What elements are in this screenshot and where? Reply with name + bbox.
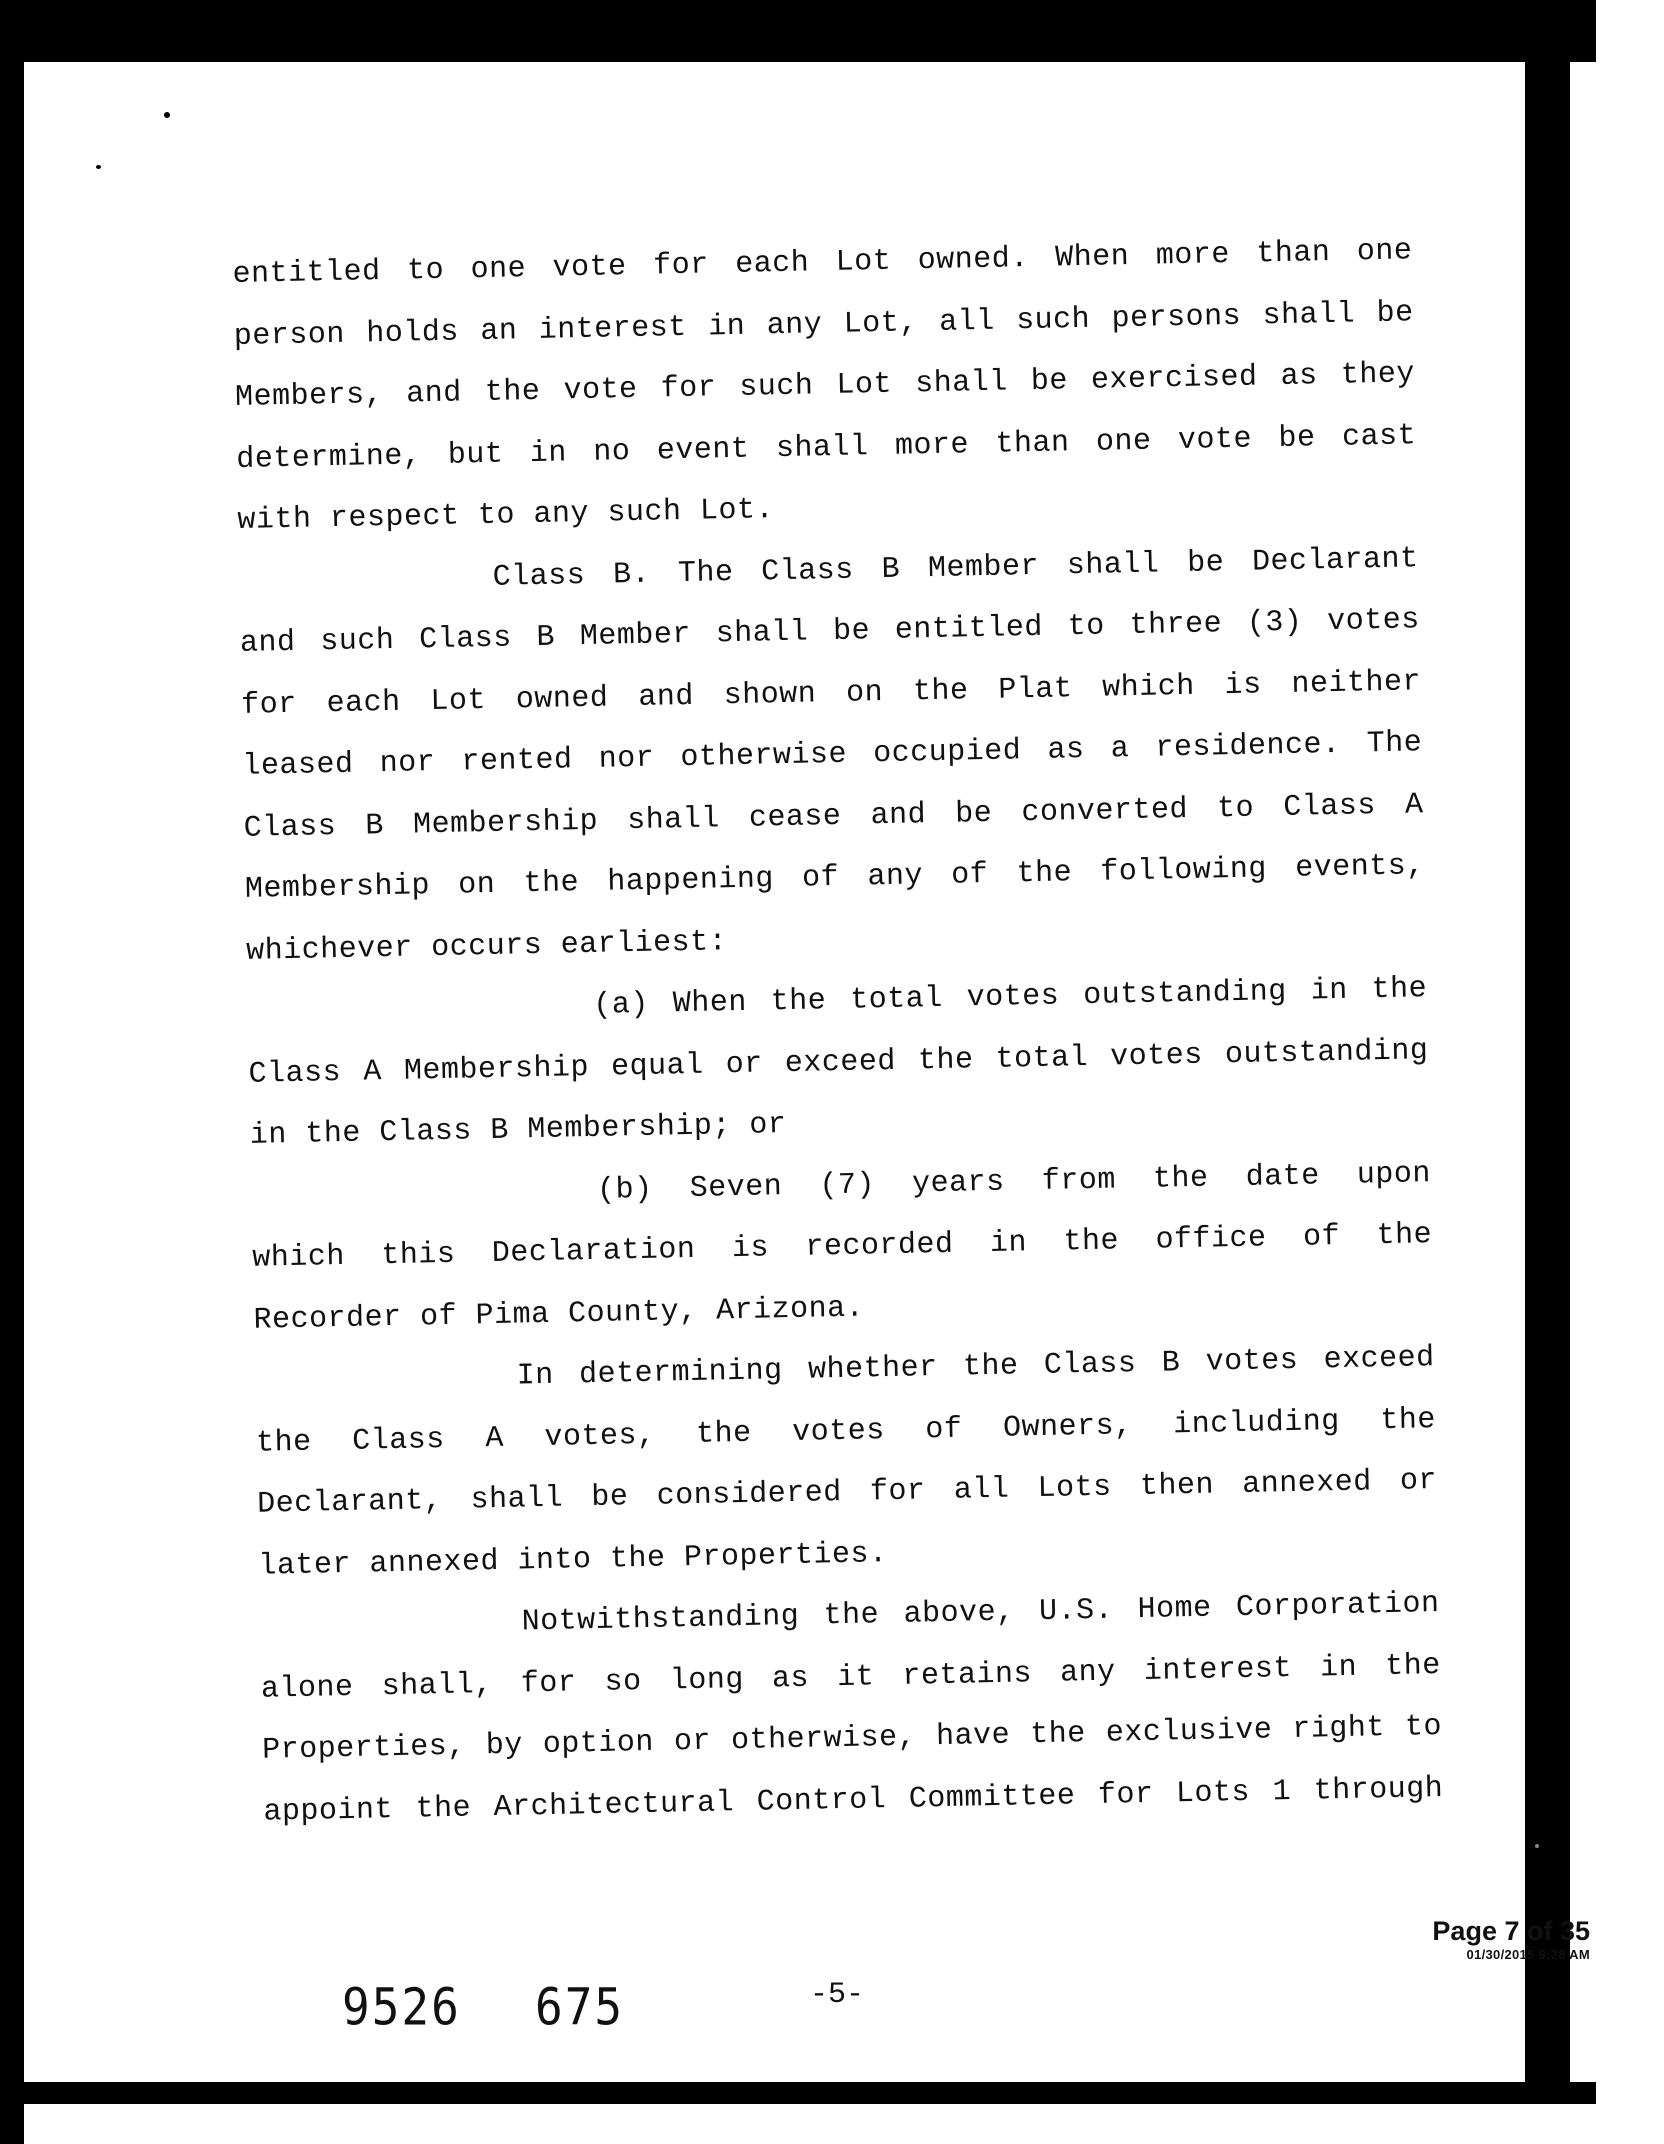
- text-line: Declarant, shall be considered for all Lots then annexed or: [256, 1464, 1438, 1522]
- text-line: whichever occurs earliest:: [245, 924, 728, 969]
- text-line: Class A Membership equal or exceed the total votes outstanding: [248, 1033, 1429, 1092]
- text-line: alone shall, for so long as it retains any interest in the: [260, 1648, 1442, 1707]
- text-line: and such Class B Member shall be entitled to three (3) votes: [239, 603, 1421, 661]
- text-line: later annexed into the Properties.: [258, 1536, 888, 1584]
- text-line: Members, and the vote for such Lot shall be exercised as they: [234, 357, 1416, 415]
- scan-speck: [1535, 1844, 1539, 1848]
- stamp-timestamp: 01/30/2015 9:28 AM: [1466, 1947, 1590, 1962]
- scan-border-bottom: [0, 2082, 1596, 2104]
- text-line: person holds an interest in any Lot, all such persons shall be: [233, 295, 1414, 354]
- text-line: Notwithstanding the above, U.S. Home Corporation: [521, 1587, 1440, 1640]
- scan-speck: [164, 112, 170, 118]
- text-line: appoint the Architectural Control Committee for Lots 1 through: [263, 1771, 1444, 1830]
- text-line: determine, but in no event shall more than one vote be cast: [235, 418, 1417, 477]
- text-line: for each Lot owned and shown on the Plat which is neither: [240, 664, 1422, 723]
- recording-book-number: 9526: [342, 1977, 461, 2037]
- text-line: entitled to one vote for each Lot owned. When more than one: [232, 234, 1413, 292]
- text-line: with respect to any such Lot.: [237, 493, 775, 538]
- text-line: in the Class B Membership; or: [249, 1108, 787, 1153]
- scan-border-right: [1525, 14, 1570, 2084]
- text-line: Recorder of Pima County, Arizona.: [253, 1291, 865, 1338]
- document-body: [232, 221, 1444, 1843]
- scan-border-left: [0, 0, 24, 2144]
- text-line: which this Declaration is recorded in the office of the: [252, 1218, 1433, 1276]
- page-number: -5-: [810, 1978, 865, 2012]
- text-line: Class B. The Class B Member shall be Declarant: [492, 541, 1419, 595]
- page-count-stamp: [1400, 1916, 1590, 1962]
- text-line: leased nor rented nor otherwise occupied as a residence. The: [242, 726, 1423, 784]
- text-line: Properties, by option or otherwise, have the exclusive right to: [261, 1710, 1443, 1768]
- text-line: Membership on the happening of any of the following events,: [244, 849, 1426, 907]
- text-line: Class B Membership shall cease and be converted to Class A: [243, 787, 1424, 846]
- text-line: In determining whether the Class B votes exceed: [516, 1341, 1435, 1394]
- page-count-label: Page 7 of 35: [1432, 1916, 1590, 1946]
- text-line: the Class A votes, the votes of Owners, including the: [255, 1402, 1437, 1461]
- recording-page-number: 675: [535, 1977, 625, 2037]
- text-line: (b) Seven (7) years from the date upon: [596, 1156, 1432, 1208]
- scan-border-top: [0, 0, 1596, 62]
- text-line: (a) When the total votes outstanding in the: [593, 972, 1428, 1023]
- scan-speck: [96, 165, 101, 169]
